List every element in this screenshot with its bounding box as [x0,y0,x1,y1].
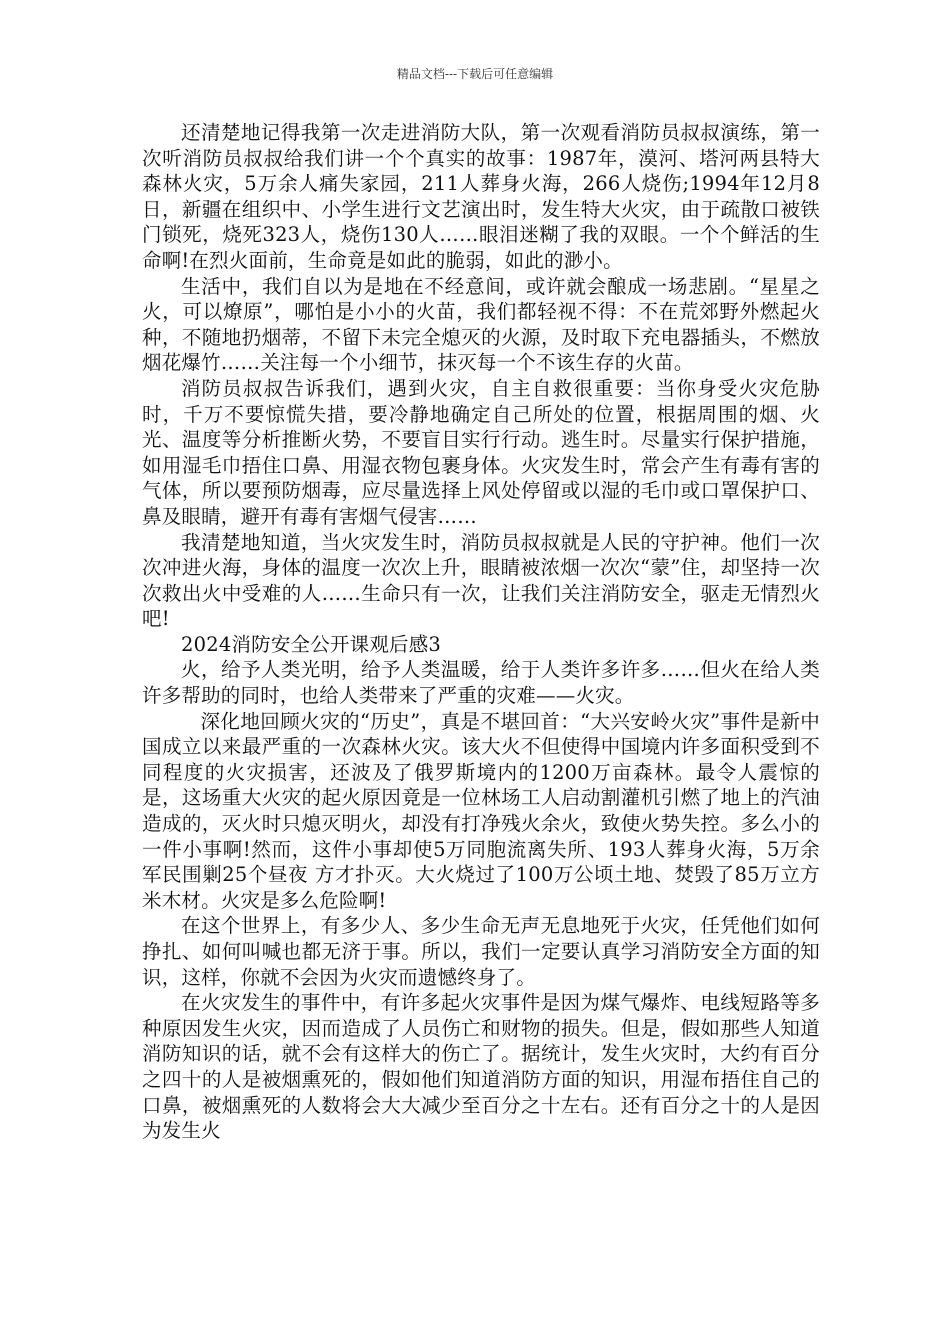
paragraph-5: 火，给予人类光明，给予人类温暖，给于人类许多许多……但火在给人类许多帮助的同时，也给人类带来了严重的灾难——火灾。 [142,658,820,708]
section-heading: 2024消防安全公开课观后感3 [181,632,442,656]
page-header: 精品文档---下载后可任意编辑 [396,67,554,81]
paragraph-1: 还清楚地记得我第一次走进消防大队，第一次观看消防员叔叔演练，第一次听消防员叔叔给我们讲一个个真实的故事：1987年，漠河、塔河两县特大森林火灾，5万余人痛失家园，211人葬身火海，266人烧伤;1994年12月8日，新疆在组织中、小学生进行文艺演出时，发生特大火灾，由于疏散口被铁门锁死，烧死323人，烧伤130人……眼泪迷糊了我的双眼。一个个鲜活的生命啊!在烈火面前，生命竟是如此的脆弱，如此的渺小。 [142,121,820,272]
paragraph-4: 我清楚地知道，当火灾发生时，消防员叔叔就是人民的守护神。他们一次次冲进火海，身体的温度一次次上升，眼睛被浓烟一次次“蒙”住，却坚持一次次救出火中受难的人……生命只有一次，让我们关注消防安全，驱走无情烈火吧! [142,530,820,631]
paragraph-2: 生活中，我们自以为是地在不经意间，或许就会酿成一场悲剧。“星星之火，可以燎原”，哪怕是小小的火苗，我们都轻视不得：不在荒郊野外燃起火种，不随地扔烟蒂，不留下未完全熄灭的火源，及时取下充电器插头，不燃放烟花爆竹……关注每一个小细节，抹灭每一个不该生存的火苗。 [142,274,820,375]
paragraph-3: 消防员叔叔告诉我们，遇到火灾，自主自救很重要：当你身受火灾危胁时，千万不要惊慌失措，要冷静地确定自己所处的位置，根据周围的烟、火光、温度等分析推断火势，不要盲目实行行动。逃生时。尽量实行保护措施，如用湿毛巾捂住口鼻、用湿衣物包裹身体。火灾发生时，常会产生有毒有害的气体，所以要预防烟毒，应尽量选择上风处停留或以湿的毛巾或口罩保护口、鼻及眼睛，避开有毒有害烟气侵害…… [142,376,820,528]
paragraph-7: 在这个世界上，有多少人、多少生命无声无息地死于火灾，任凭他们如何挣扎、如何叫喊也都无济于事。所以，我们一定要认真学习消防安全方面的知识，这样，你就不会因为火灾而遗憾终身了。 [142,914,820,989]
paragraph-6: 深化地回顾火灾的“历史”，真是不堪回首：“大兴安岭火灾”事件是新中国成立以来最严重的一次森林火灾。该大火不但使得中国境内许多面积受到不同程度的火灾损害，还波及了俄罗斯境内的1200万亩森林。最令人震惊的是，这场重大火灾的起火原因竟是一位林场工人启动割灌机引燃了地上的汽油造成的，灭火时只熄灭明火，却没有打净残火余火，致使火势失控。多么小的一件小事啊!然而，这件小事却使5万同胞流离失所、193人葬身火海，5万余军民围剿25个昼夜 方才扑灭。大火烧过了100万公顷土地、焚毁了85万立方米木材。火灾是多么危险啊! [142,709,820,912]
document-body [142,120,820,1144]
paragraph-8: 在火灾发生的事件中，有许多起火灾事件是因为煤气爆炸、电线短路等多种原因发生火灾，因而造成了人员伤亡和财物的损失。但是，假如那些人知道消防知识的话，就不会有这样大的伤亡了。据统计，发生火灾时，大约有百分之四十的人是被烟熏死的，假如他们知道消防方面的知识，用湿布捂住自己的口鼻，被烟熏死的人数将会大大减少至百分之十左右。还有百分之十的人是因为发生火 [142,991,820,1143]
